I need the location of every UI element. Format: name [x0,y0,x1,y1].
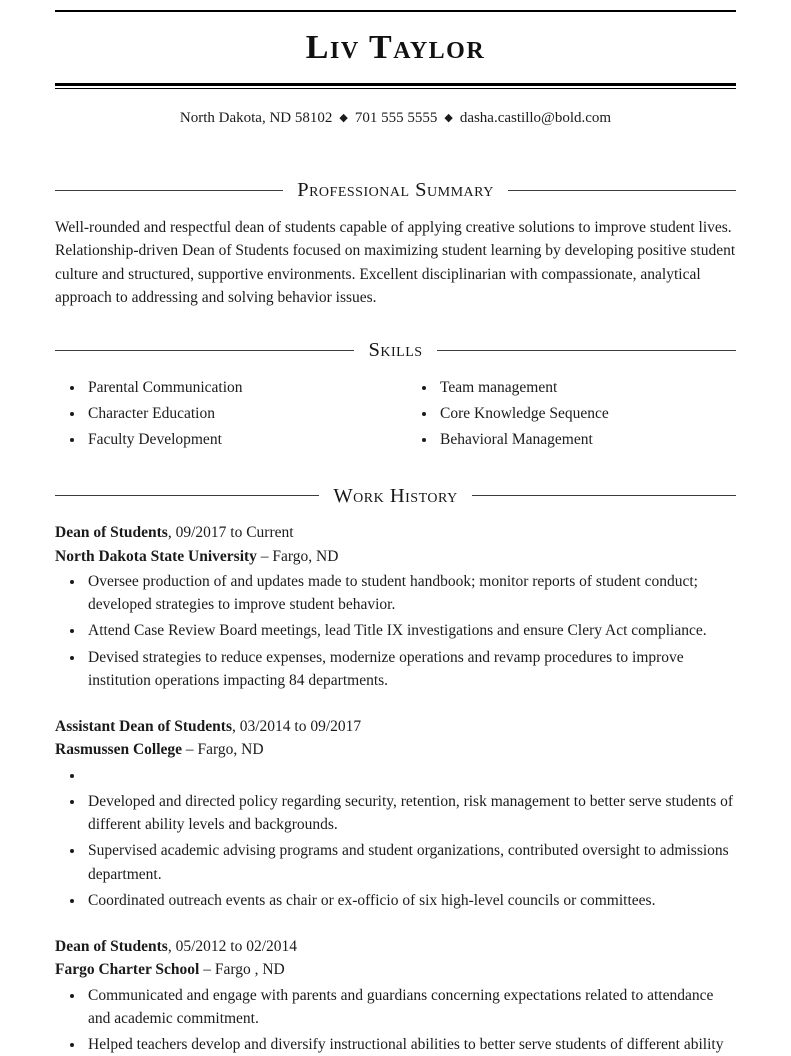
diamond-separator-icon: ◆ [339,111,348,124]
job-employer-line [55,958,736,981]
job-title-line [55,935,736,958]
section-heading-skills [55,335,736,366]
skills-list-left [55,376,407,455]
contact-location: North Dakota, ND 58102 [179,109,333,126]
skill-item: • Team management [437,376,736,399]
heading-rule-left [55,495,319,496]
job-location: – Fargo, ND [182,741,264,759]
job-employer-line [55,545,736,568]
job-dates: , 09/2017 to Current [167,524,294,542]
job-entry [55,935,736,1056]
job-bullets [55,984,736,1056]
job-employer: Fargo Charter School [55,961,200,979]
contact-phone: 701 555 5555 [354,109,438,126]
name-divider-rule [55,83,736,89]
job-dates: , 03/2014 to 09/2017 [232,718,362,736]
job-bullet [85,764,736,787]
heading-rule-right [508,190,736,191]
contact-email: dasha.castillo@bold.com [459,109,612,126]
job-bullet: • Attend Case Review Board meetings, lead Title IX investigations and ensure Clery Act compliance. [85,619,736,642]
work-history-section-title: Work History [333,484,458,507]
page-title: Liv Taylor [305,29,486,66]
job-bullet: • Helped teachers develop and diversify instructional abilities to better serve students of different ability [85,1033,736,1056]
top-rule [55,10,736,12]
skill-item: • Faculty Development [85,428,407,451]
job-title: Dean of Students [55,524,168,542]
job-bullets [55,764,736,913]
job-bullet: • Communicated and engage with parents and guardians concerning expectations related to attendance and academic commitment. [85,984,736,1031]
skill-item: • Character Education [85,402,407,425]
skills-section-title: Skills [368,339,423,362]
job-employer: North Dakota State University [55,547,257,565]
job-employer: Rasmussen College [55,741,183,759]
job-entry [55,521,736,692]
diamond-separator-icon: ◆ [444,111,453,124]
job-location: – Fargo , ND [199,961,285,979]
job-dates: , 05/2012 to 02/2014 [167,938,297,956]
summary-section-title: Professional Summary [297,179,494,202]
job-bullets [55,570,736,692]
job-title-line [55,521,736,544]
summary-text: Well-rounded and respectful dean of students capable of applying creative solutions to improve student lives. Relationship-driven Dean of Students focused on maximizing student learning by developing positive student culture and structured, supportive environments. Excellent disciplinarian with compassionate, analytical approach to addressing and solving behavior issues. [55,219,736,306]
job-location: – Fargo, ND [256,547,339,565]
heading-rule-left [55,350,354,351]
skill-item: • Parental Communication [85,376,407,399]
section-heading-work-history [55,481,736,512]
job-bullet: • Devised strategies to reduce expenses, modernize operations and revamp procedures to improve institution operations impacting 84 departments. [85,646,736,693]
job-entry [55,715,736,912]
job-bullet: • Developed and directed policy regarding security, retention, risk management to better serve students of different ability levels and backgrounds. [85,790,736,837]
heading-rule-right [472,495,736,496]
heading-rule-right [437,350,736,351]
contact-line [55,107,736,130]
skills-columns [55,376,736,455]
job-bullet: • Supervised academic advising programs and student organizations, contributed oversight to admissions department. [85,839,736,886]
job-bullet: • Coordinated outreach events as chair or ex-officio of six high-level councils or committees. [85,889,736,912]
heading-rule-left [55,190,283,191]
job-bullet: • Oversee production of and updates made to student handbook; monitor reports of student conduct; developed strategies to improve student behavior. [85,570,736,617]
job-title: Assistant Dean of Students [55,718,232,736]
skill-item: • Core Knowledge Sequence [437,402,736,425]
skill-item: • Behavioral Management [437,428,736,451]
section-heading-summary [55,175,736,206]
skills-list-right [407,376,736,455]
job-title: Dean of Students [55,938,168,956]
job-employer-line [55,738,736,761]
job-title-line [55,715,736,738]
